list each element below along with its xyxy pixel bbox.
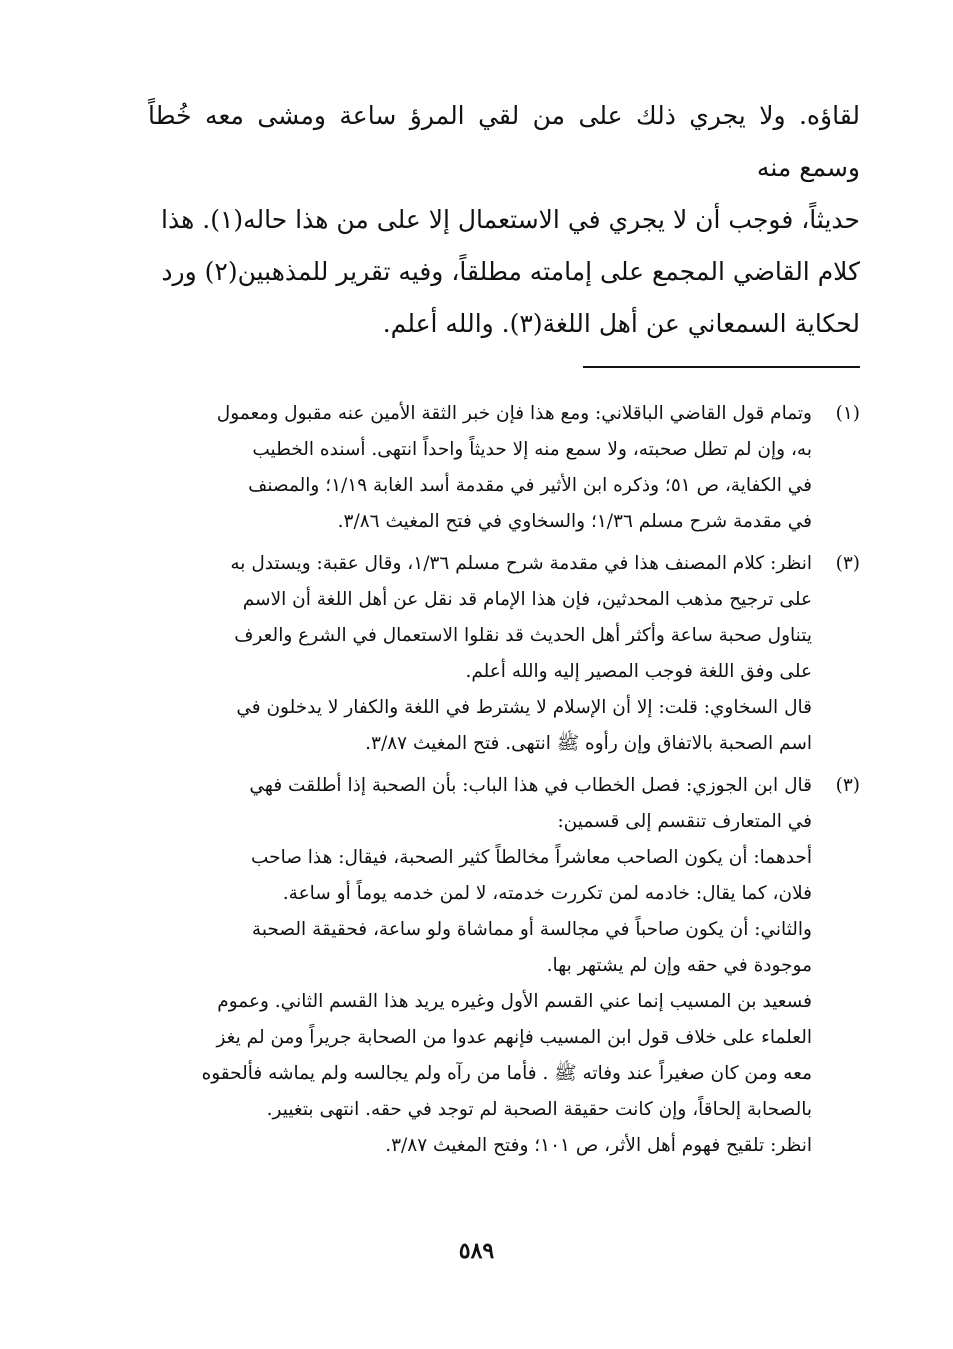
footnote-line: يتناول صحبة ساعة وأكثر أهل الحديث قد نقلوا الاستعمال في الشرع والعرف xyxy=(234,625,812,646)
footnote-3 xyxy=(148,768,860,1164)
footnote-line: به، وإن لم تطل صحبته، ولا سمع منه إلا حديثاً واحداً انتهى. أسنده الخطيب xyxy=(252,439,812,460)
footnote-line: معه ومن كان صغيراً عند وفاته ﷺ . فأما من رآه ولم يجالسه ولم يماشه فألحقوه xyxy=(201,1063,812,1084)
footnote-line: أحدهما: أن يكون الصاحب معاشراً مخالطاً كثير الصحبة، فيقال: هذا صاحب xyxy=(250,847,812,868)
footnote-line: والثاني: أن يكون صاحباً في مجالسة أو مماشاة ولو ساعة، فحقيقة الصحبة xyxy=(251,919,812,940)
footnote-separator xyxy=(583,366,860,368)
footnote-line: قال السخاوي: قلت: إلا أن الإسلام لا يشترط في اللغة والكفار لا يدخلون في xyxy=(236,697,812,718)
main-text-line: لحكاية السمعاني عن أهل اللغة(٣). والله أعلم. xyxy=(382,309,860,338)
footnote-line: وتمام قول القاضي الباقلاني: ومع هذا فإن خبر الثقة الأمين عنه مقبول ومعمول xyxy=(216,403,812,424)
footnote-line: في المتعارف تنقسم إلى قسمين: xyxy=(557,811,812,832)
footnote-2 xyxy=(148,546,860,762)
footnote-line: على ترجيح مذهب المحدثين، فإن هذا الإمام قد نقل عن أهل اللغة أن الاسم xyxy=(242,589,812,610)
main-text-line: لقاؤه. ولا يجري ذلك على من لقي المرؤ ساعة ومشى معه خُطاً وسمع منه xyxy=(148,101,860,182)
footnote-line: في الكفاية، ص ٥١؛ وذكره ابن الأثير في مقدمة أسد الغابة ١/١٩؛ والمصنف xyxy=(248,475,812,496)
footnote-line: انظر: كلام المصنف هذا في مقدمة شرح مسلم ١/٣٦، وقال عقبة: ويستدل به xyxy=(230,553,812,574)
footnote-number: (٣) xyxy=(835,775,860,796)
footnote-line: اسم الصحبة بالاتفاق وإن رأوه ﷺ انتهى. فتح المغيث ٣/٨٧. xyxy=(365,733,812,754)
footnote-line: بالصحابة إلحاقاً، وإن كانت حقيقة الصحبة لم توجد في حقه. انتهى بتغيير. xyxy=(266,1099,812,1120)
footnote-line: فلان، كما يقال: خادمه لمن تكررت خدمته، لا لمن خدمه يوماً أو ساعة. xyxy=(282,883,812,904)
footnote-line: قال ابن الجوزي: فصل الخطاب في هذا الباب: بأن الصحبة إذا أطلقت فهي xyxy=(249,775,812,796)
footnote-line: فسعيد بن المسيب إنما عني القسم الأول وغيره يريد هذا القسم الثاني. وعموم xyxy=(217,991,812,1012)
page-number: ٥٨٩ xyxy=(458,1238,495,1264)
footnote-number: (٣) xyxy=(835,553,860,574)
footnote-line: العلماء على خلاف قول ابن المسيب فإنهم عدوا من الصحابة جريراً ومن لم يغز xyxy=(216,1027,812,1048)
footnote-line: على وفق اللغة فوجب المصير إليه والله أعلم. xyxy=(465,661,812,682)
footnote-line: انظر: تلقيح فهوم أهل الأثر، ص ١٠١؛ وفتح المغيث ٣/٨٧. xyxy=(385,1135,812,1156)
footnote-number: (١) xyxy=(835,403,860,424)
footnotes xyxy=(148,396,860,1170)
main-text-line: كلام القاضي المجمع على إمامته مطلقاً، وفيه تقرير للمذهبين(٢) ورد xyxy=(161,257,860,286)
footnote-1 xyxy=(148,396,860,540)
footnote-line: موجودة في حقه وإن لم يشتهر بها. xyxy=(546,955,812,976)
footnote-line: في مقدمة شرح مسلم ١/٣٦؛ والسخاوي في فتح المغيث ٣/٨٦. xyxy=(337,511,812,532)
main-text-line: حديثاً، فوجب أن لا يجري في الاستعمال إلا على من هذا حاله(١). هذا xyxy=(161,205,860,234)
main-text xyxy=(148,90,860,350)
